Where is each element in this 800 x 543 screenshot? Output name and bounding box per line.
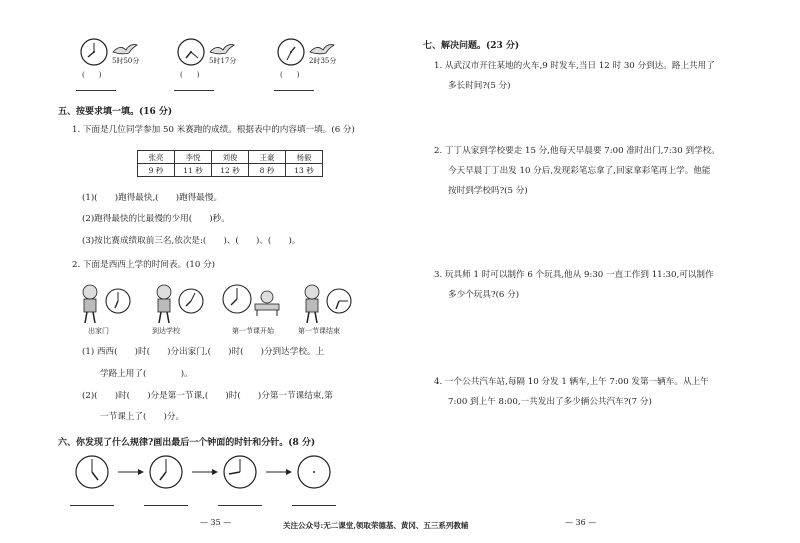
clock-icon bbox=[178, 288, 204, 314]
problem-2-line-1: 2. 丁丁从家到学校要走 15 分,他每天早晨要 7:00 准时出门,7:30 到学校。 bbox=[434, 146, 720, 156]
bird-icon bbox=[112, 42, 138, 56]
clock-answer[interactable]: ( ) bbox=[280, 71, 300, 79]
clock-icon bbox=[222, 284, 252, 314]
table-cell: 李悦 bbox=[175, 151, 212, 164]
problem-2-line-2: 今天早晨丁丁出发 10 分后,发现彩笔忘拿了,回家拿彩笔再上学。他能 bbox=[448, 166, 711, 176]
fill-line-3[interactable]: (3)按比赛成绩取前三名,依次是:( )、( )、( )。 bbox=[82, 236, 301, 246]
arrow-right-icon bbox=[118, 469, 144, 475]
child-icon bbox=[152, 284, 176, 324]
problem-3-line-2: 多少个玩具?(6 分) bbox=[448, 290, 520, 300]
child-icon bbox=[300, 284, 324, 324]
problem-4-line-1: 4. 一个公共汽车站,每隔 10 分发 1 辆车,上午 7:00 发第一辆车。从上午 bbox=[434, 377, 709, 387]
student-desk-icon bbox=[252, 290, 282, 316]
fill-line-1[interactable]: (1)( )跑得最快,( )跑得最慢。 bbox=[82, 193, 223, 203]
caption: 第一节课结束 bbox=[298, 327, 340, 335]
problem-4-line-2: 7:00 到上午 8:00,一共发出了多少辆公共汽车?(7 分) bbox=[448, 397, 652, 407]
clock-label: 2时35分 bbox=[309, 57, 337, 65]
table-cell: 12 秒 bbox=[212, 164, 249, 177]
table-cell: 刘俊 bbox=[212, 151, 249, 164]
empty-clock-icon[interactable] bbox=[298, 456, 330, 488]
clock-icon bbox=[277, 38, 305, 66]
child-icon bbox=[78, 284, 102, 324]
bird-icon bbox=[209, 42, 235, 56]
answer-line[interactable] bbox=[274, 90, 314, 91]
answer-line[interactable] bbox=[174, 90, 214, 91]
arrow-right-icon bbox=[192, 469, 218, 475]
table-cell: 杨毅 bbox=[286, 151, 323, 164]
table-cell: 11 秒 bbox=[175, 164, 212, 177]
page-number-left: — 35 — bbox=[200, 518, 232, 527]
footer-notice: 关注公众号:无二课堂,领取荣德基、黄冈、五三系列教辅 bbox=[283, 521, 469, 530]
page-number-right: — 36 — bbox=[565, 518, 597, 527]
fill-line-2[interactable]: (2)跑得最快的比最慢的少用( )秒。 bbox=[82, 214, 230, 224]
caption: 到达学校 bbox=[152, 327, 180, 335]
table-cell: 13 秒 bbox=[286, 164, 323, 177]
answer-line[interactable] bbox=[70, 505, 114, 506]
table-cell: 9 秒 bbox=[138, 164, 175, 177]
answer-line[interactable] bbox=[144, 505, 188, 506]
clock-icon bbox=[177, 38, 205, 66]
q2-line-1[interactable]: (1) 西西( )时( )分出家门,( )时( )分到达学校。上 bbox=[82, 347, 325, 357]
clock-icon bbox=[105, 288, 131, 314]
clock-answer[interactable]: ( ) bbox=[82, 71, 102, 79]
section5-q1: 1. 下面是几位同学参加 50 米赛跑的成绩。根据表中的内容填一填。(6 分) bbox=[72, 125, 355, 135]
problem-1-line-2: 多长时间?(5 分) bbox=[448, 81, 511, 91]
clock-icon bbox=[76, 456, 108, 488]
caption: 出家门 bbox=[88, 327, 109, 335]
clock-label: 5时17分 bbox=[209, 57, 237, 65]
table-cell: 8 秒 bbox=[249, 164, 286, 177]
section7-title: 七、解决问题。(23 分) bbox=[423, 41, 520, 51]
scores-table bbox=[137, 150, 323, 177]
caption: 第一节课开始 bbox=[232, 327, 274, 335]
clock-icon bbox=[224, 456, 256, 488]
section6-title: 六、你发现了什么规律?画出最后一个钟面的时针和分针。(8 分) bbox=[58, 438, 316, 448]
problem-3-line-1: 3. 玩具师 1 时可以制作 6 个玩具,他从 9:30 一直工作到 11:30,可以制作 bbox=[434, 270, 714, 280]
q2-line-3[interactable]: (2)( )时( )分是第一节课,( )时( )分第一节课结束,第 bbox=[82, 391, 333, 401]
clock-icon bbox=[80, 38, 108, 66]
answer-line[interactable] bbox=[292, 505, 336, 506]
section5-q2: 2. 下面是西西上学的时间表。(10 分) bbox=[72, 260, 216, 270]
answer-line[interactable] bbox=[218, 505, 262, 506]
clock-icon bbox=[150, 456, 182, 488]
table-cell: 张亮 bbox=[138, 151, 175, 164]
clock-icon bbox=[326, 288, 352, 314]
clock-label: 5时50分 bbox=[112, 57, 140, 65]
clock-answer[interactable]: ( ) bbox=[180, 71, 200, 79]
table-row bbox=[138, 164, 323, 177]
problem-2-line-3: 按时到学校吗?(5 分) bbox=[448, 186, 528, 196]
answer-line[interactable] bbox=[76, 90, 116, 91]
bird-icon bbox=[309, 42, 335, 56]
q2-line-4[interactable]: 一节课上了( )分。 bbox=[100, 412, 185, 422]
q2-line-2[interactable]: 学路上用了( )。 bbox=[100, 369, 193, 379]
section5-title: 五、按要求填一填。(16 分) bbox=[58, 107, 173, 117]
table-row bbox=[138, 151, 323, 164]
pattern-clocks bbox=[74, 454, 374, 494]
table-cell: 王豪 bbox=[249, 151, 286, 164]
arrow-right-icon bbox=[266, 469, 292, 475]
problem-1-line-1: 1. 从武汉市开往某地的火车,9 时发车,当日 12 时 30 分到达。路上共用了 bbox=[434, 61, 715, 71]
